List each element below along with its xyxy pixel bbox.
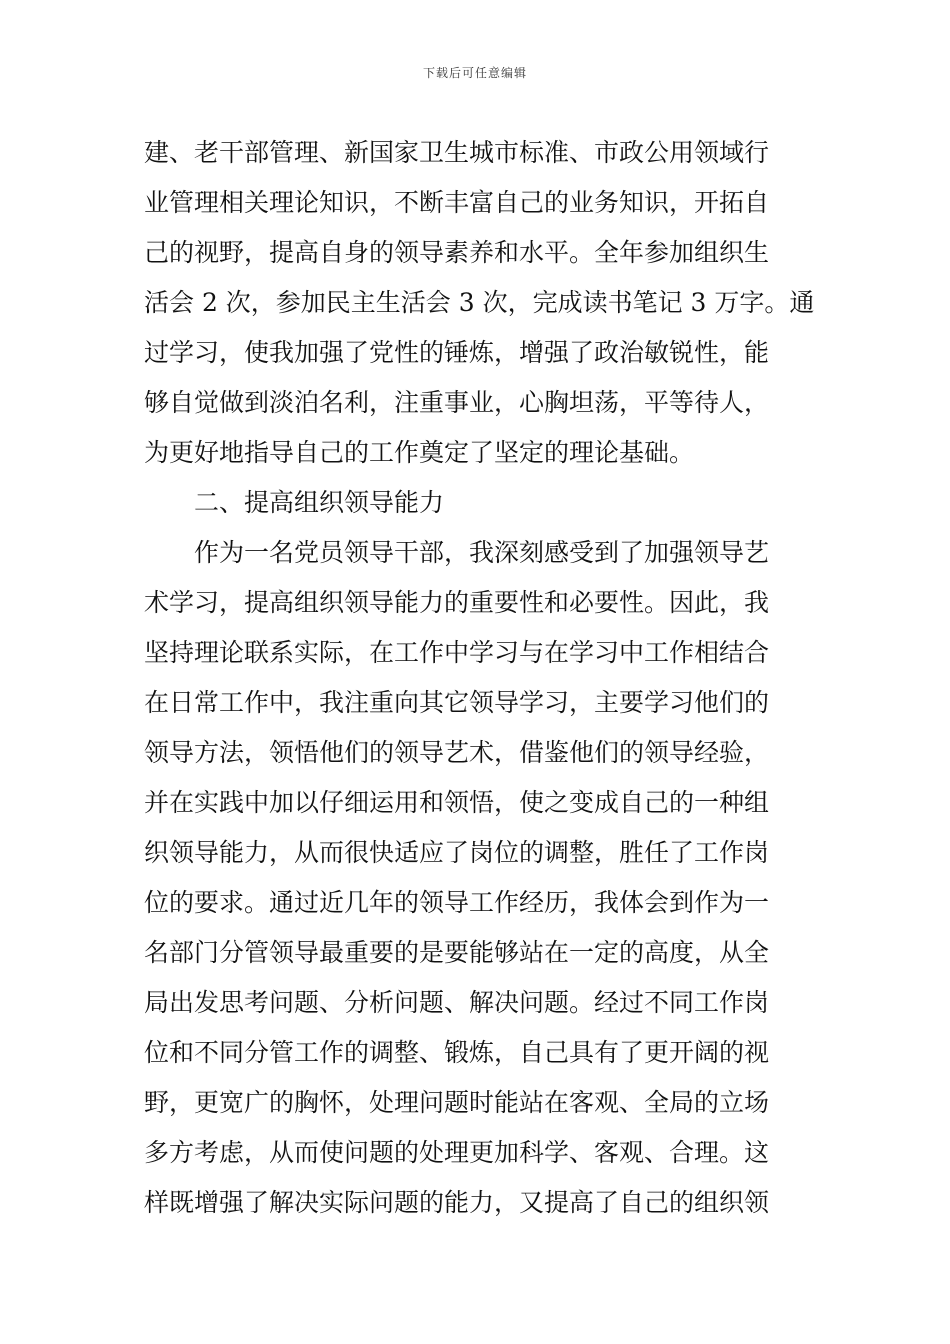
text-line: 业管理相关理论知识，不断丰富自己的业务知识，开拓自 bbox=[144, 188, 770, 217]
page-header: 下载后可任意编辑 bbox=[422, 66, 527, 80]
text-line: 建、老干部管理、新国家卫生城市标准、市政公用领域行 bbox=[144, 138, 770, 167]
text-line: 位的要求。通过近几年的领导工作经历，我体会到作为一 bbox=[144, 888, 770, 917]
document-body bbox=[144, 128, 814, 1228]
text-line: 位和不同分管工作的调整、锻炼，自己具有了更开阔的视 bbox=[144, 1038, 770, 1067]
text-line: 多方考虑，从而使问题的处理更加科学、客观、合理。这 bbox=[144, 1138, 770, 1167]
text-line: 为更好地指导自己的工作奠定了坚定的理论基础。 bbox=[144, 438, 695, 467]
text-line: 够自觉做到淡泊名利，注重事业，心胸坦荡，平等待人， bbox=[144, 388, 770, 417]
text-line: 织领导能力，从而很快适应了岗位的调整，胜任了工作岗 bbox=[144, 838, 770, 867]
text-line: 并在实践中加以仔细运用和领悟，使之变成自己的一种组 bbox=[144, 788, 770, 817]
text-line: 过学习，使我加强了党性的锤炼，增强了政治敏锐性，能 bbox=[144, 338, 770, 367]
text-line: 领导方法，领悟他们的领导艺术，借鉴他们的领导经验， bbox=[144, 738, 770, 767]
text-line: 己的视野，提高自身的领导素养和水平。全年参加组织生 bbox=[144, 238, 770, 267]
text-line: 在日常工作中，我注重向其它领导学习，主要学习他们的 bbox=[144, 688, 770, 717]
text-line: 样既增强了解决实际问题的能力，又提高了自己的组织领 bbox=[144, 1188, 770, 1217]
text-line: 野，更宽广的胸怀，处理问题时能站在客观、全局的立场 bbox=[144, 1088, 770, 1117]
text-line: 作为一名党员领导干部，我深刻感受到了加强领导艺 bbox=[194, 538, 770, 567]
text-line: 名部门分管领导最重要的是要能够站在一定的高度，从全 bbox=[144, 938, 770, 967]
text-line: 二、提高组织领导能力 bbox=[194, 488, 445, 517]
text-line: 术学习，提高组织领导能力的重要性和必要性。因此，我 bbox=[144, 588, 770, 617]
text-line: 局出发思考问题、分析问题、解决问题。经过不同工作岗 bbox=[144, 988, 770, 1017]
text-line: 活会 2 次，参加民主生活会 3 次，完成读书笔记 3 万字。通 bbox=[144, 288, 815, 317]
text-line: 坚持理论联系实际，在工作中学习与在学习中工作相结合 bbox=[144, 638, 770, 667]
